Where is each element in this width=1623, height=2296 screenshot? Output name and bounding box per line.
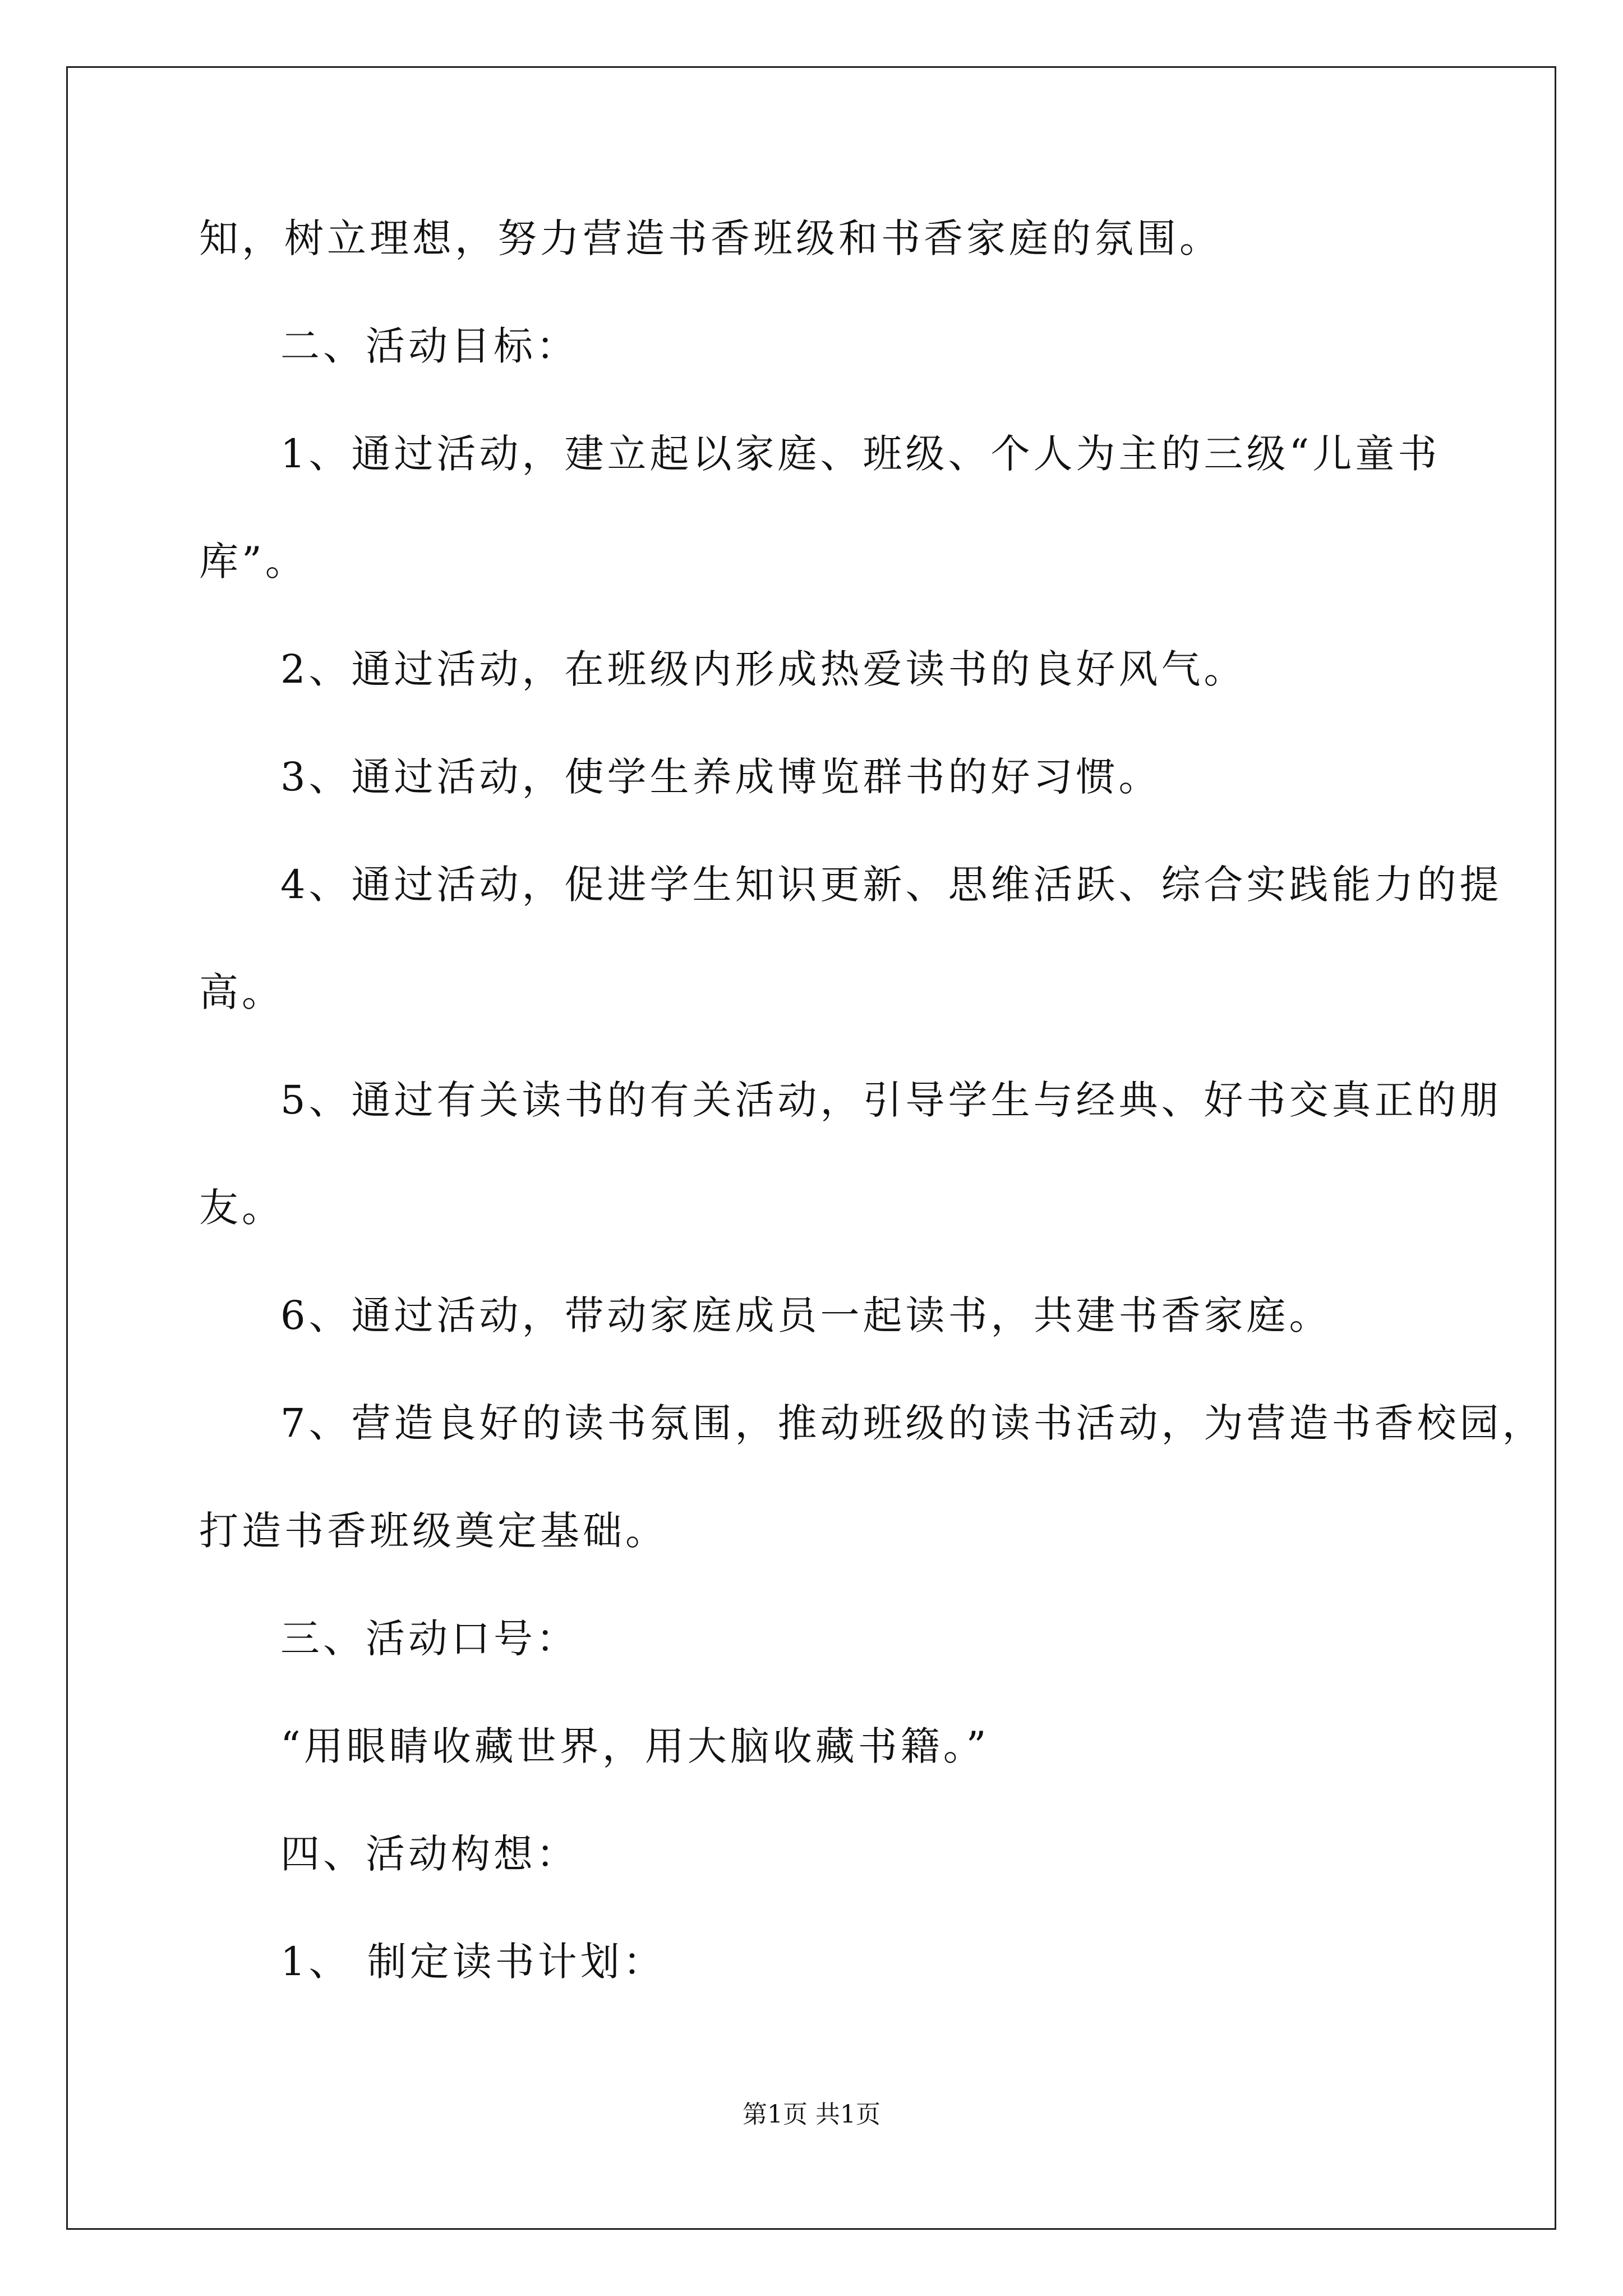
goal-1-line-1: 1、通过活动，建立起以家庭、班级、个人为主的三级“儿童书 xyxy=(280,431,1441,477)
goal-3: 3、通过活动，使学生养成博览群书的好习惯。 xyxy=(280,754,1161,800)
page-border xyxy=(66,66,1556,2230)
section-heading-goals: 二、活动目标： xyxy=(280,323,579,369)
section-heading-slogan: 三、活动口号： xyxy=(280,1616,579,1662)
goal-4-line-1: 4、通过活动，促进学生知识更新、思维活跃、综合实践能力的提 xyxy=(280,862,1502,908)
goal-7-line-2: 打造书香班级奠定基础。 xyxy=(199,1508,668,1554)
section-heading-plan: 四、活动构想： xyxy=(280,1831,579,1877)
page-number-footer: 第1页 共1页 xyxy=(743,2100,880,2129)
goal-6: 6、通过活动，带动家庭成员一起读书，共建书香家庭。 xyxy=(280,1292,1332,1338)
goal-5-line-1: 5、通过有关读书的有关活动，引导学生与经典、好书交真正的朋 xyxy=(280,1077,1502,1123)
goal-2: 2、通过活动，在班级内形成热爱读书的良好风气。 xyxy=(280,646,1247,692)
slogan-text: “用眼睛收藏世界，用大脑收藏书籍。” xyxy=(280,1723,990,1769)
plan-item-1: 1、 制定读书计划： xyxy=(280,1939,666,1985)
goal-5-line-2: 友。 xyxy=(199,1185,284,1231)
goal-7-line-1: 7、营造良好的读书氛围，推动班级的读书活动，为营造书香校园， xyxy=(280,1400,1545,1446)
goal-4-line-2: 高。 xyxy=(199,969,284,1015)
goal-1-line-2: 库”。 xyxy=(199,539,308,585)
paragraph-line-1: 知，树立理想，努力营造书香班级和书香家庭的氛围。 xyxy=(199,215,1222,261)
